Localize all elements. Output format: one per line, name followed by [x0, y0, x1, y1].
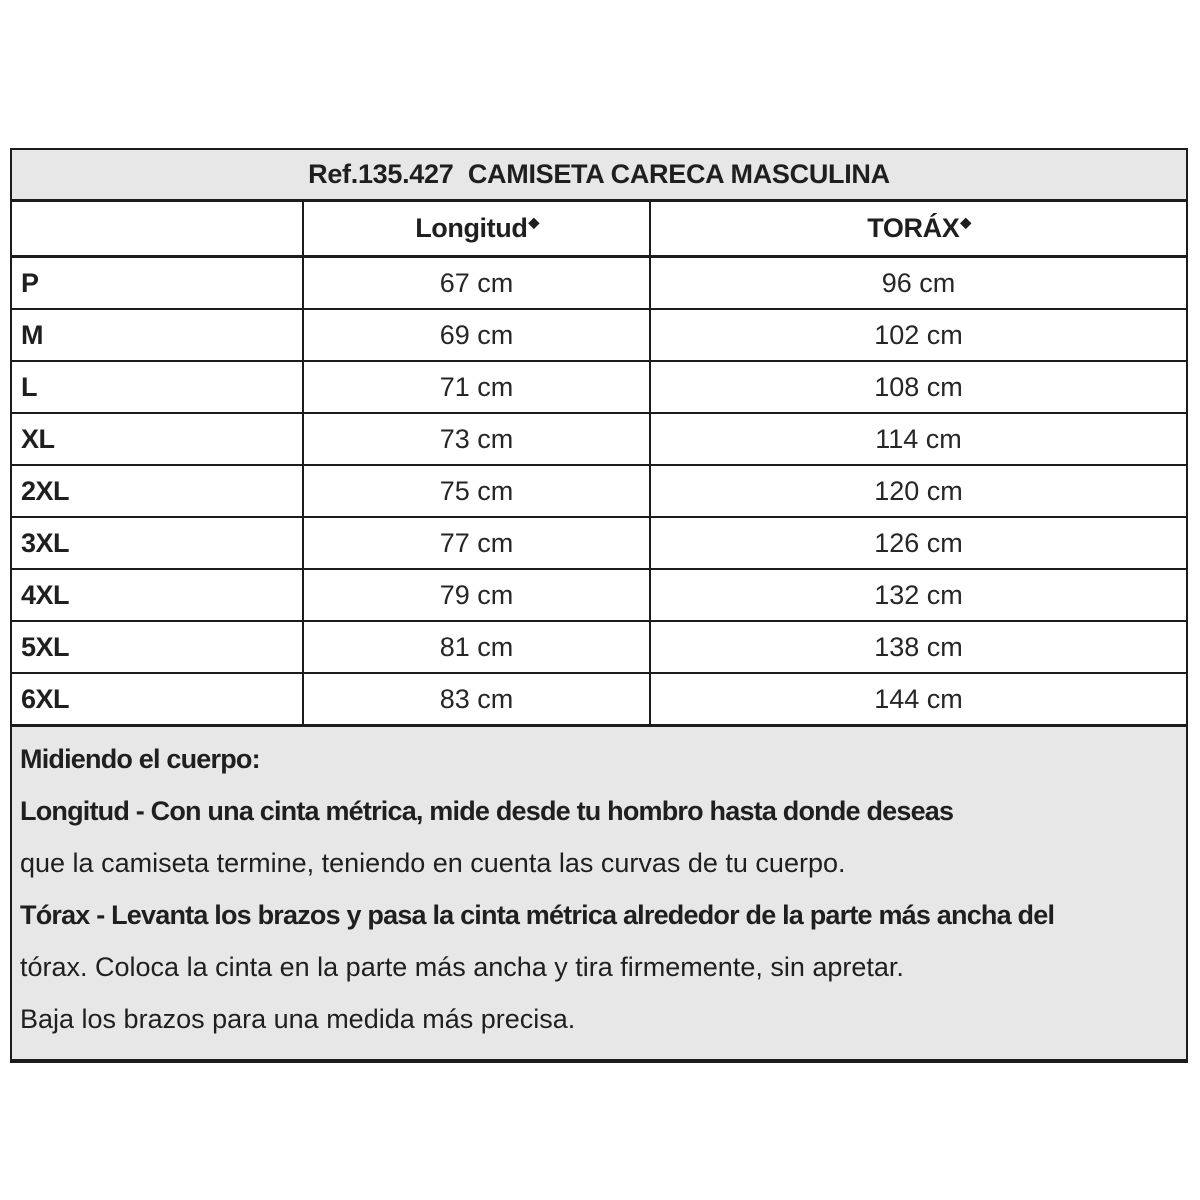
longitud-instruction-line-1: Longitud - Con una cinta métrica, mide desde tu hombro hasta donde deseas	[20, 795, 954, 826]
size-cell: P	[21, 267, 39, 298]
size-cell: 3XL	[21, 527, 70, 558]
torax-instruction-line-3: Baja los brazos para una medida más precisa.	[20, 1003, 576, 1034]
torax-cell: 120 cm	[649, 466, 1186, 516]
size-cell: XL	[21, 423, 55, 454]
longitud-cell: 79 cm	[302, 570, 649, 620]
table-row	[12, 414, 1186, 466]
longitud-cell: 69 cm	[302, 310, 649, 360]
table-row	[12, 570, 1186, 622]
table-row	[12, 518, 1186, 570]
table-row	[12, 674, 1186, 726]
table-row	[12, 310, 1186, 362]
table-row	[12, 622, 1186, 674]
longitud-cell: 83 cm	[302, 674, 649, 724]
torax-cell: 132 cm	[649, 570, 1186, 620]
chart-title: Ref.135.427 CAMISETA CARECA MASCULINA	[12, 150, 1186, 202]
measuring-instructions	[12, 726, 1186, 1059]
longitud-cell: 77 cm	[302, 518, 649, 568]
size-cell: 5XL	[21, 631, 70, 662]
torax-cell: 108 cm	[649, 362, 1186, 412]
torax-column-header: TORÁX ◆	[649, 202, 1186, 255]
longitud-instruction-line-2: que la camiseta termine, teniendo en cuenta las curvas de tu cuerpo.	[20, 847, 846, 878]
size-cell: 2XL	[21, 475, 70, 506]
longitud-cell: 73 cm	[302, 414, 649, 464]
longitud-cell: 75 cm	[302, 466, 649, 516]
torax-instruction-line-2: tórax. Coloca la cinta en la parte más ancha y tira firmemente, sin apretar.	[20, 951, 904, 982]
size-cell: M	[21, 319, 43, 350]
table-row	[12, 258, 1186, 310]
table-row	[12, 362, 1186, 414]
size-cell: L	[21, 371, 37, 402]
longitud-cell: 71 cm	[302, 362, 649, 412]
torax-cell: 96 cm	[649, 258, 1186, 308]
size-cell: 4XL	[21, 579, 70, 610]
torax-instruction-line-1: Tórax - Levanta los brazos y pasa la cinta métrica alrededor de la parte más ancha del	[20, 899, 1055, 930]
size-cell: 6XL	[21, 683, 70, 714]
torax-header-label: TORÁX	[867, 213, 960, 243]
longitud-cell: 81 cm	[302, 622, 649, 672]
size-column-header	[12, 202, 302, 255]
torax-cell: 138 cm	[649, 622, 1186, 672]
longitud-cell: 67 cm	[302, 258, 649, 308]
size-chart	[10, 148, 1188, 1063]
notes-heading: Midiendo el cuerpo:	[20, 743, 260, 774]
longitud-header-label: Longitud	[415, 213, 528, 243]
torax-cell: 126 cm	[649, 518, 1186, 568]
torax-cell: 114 cm	[649, 414, 1186, 464]
torax-cell: 144 cm	[649, 674, 1186, 724]
longitud-column-header: Longitud ◆	[302, 202, 649, 255]
table-row	[12, 466, 1186, 518]
torax-cell: 102 cm	[649, 310, 1186, 360]
header-row	[12, 202, 1186, 258]
